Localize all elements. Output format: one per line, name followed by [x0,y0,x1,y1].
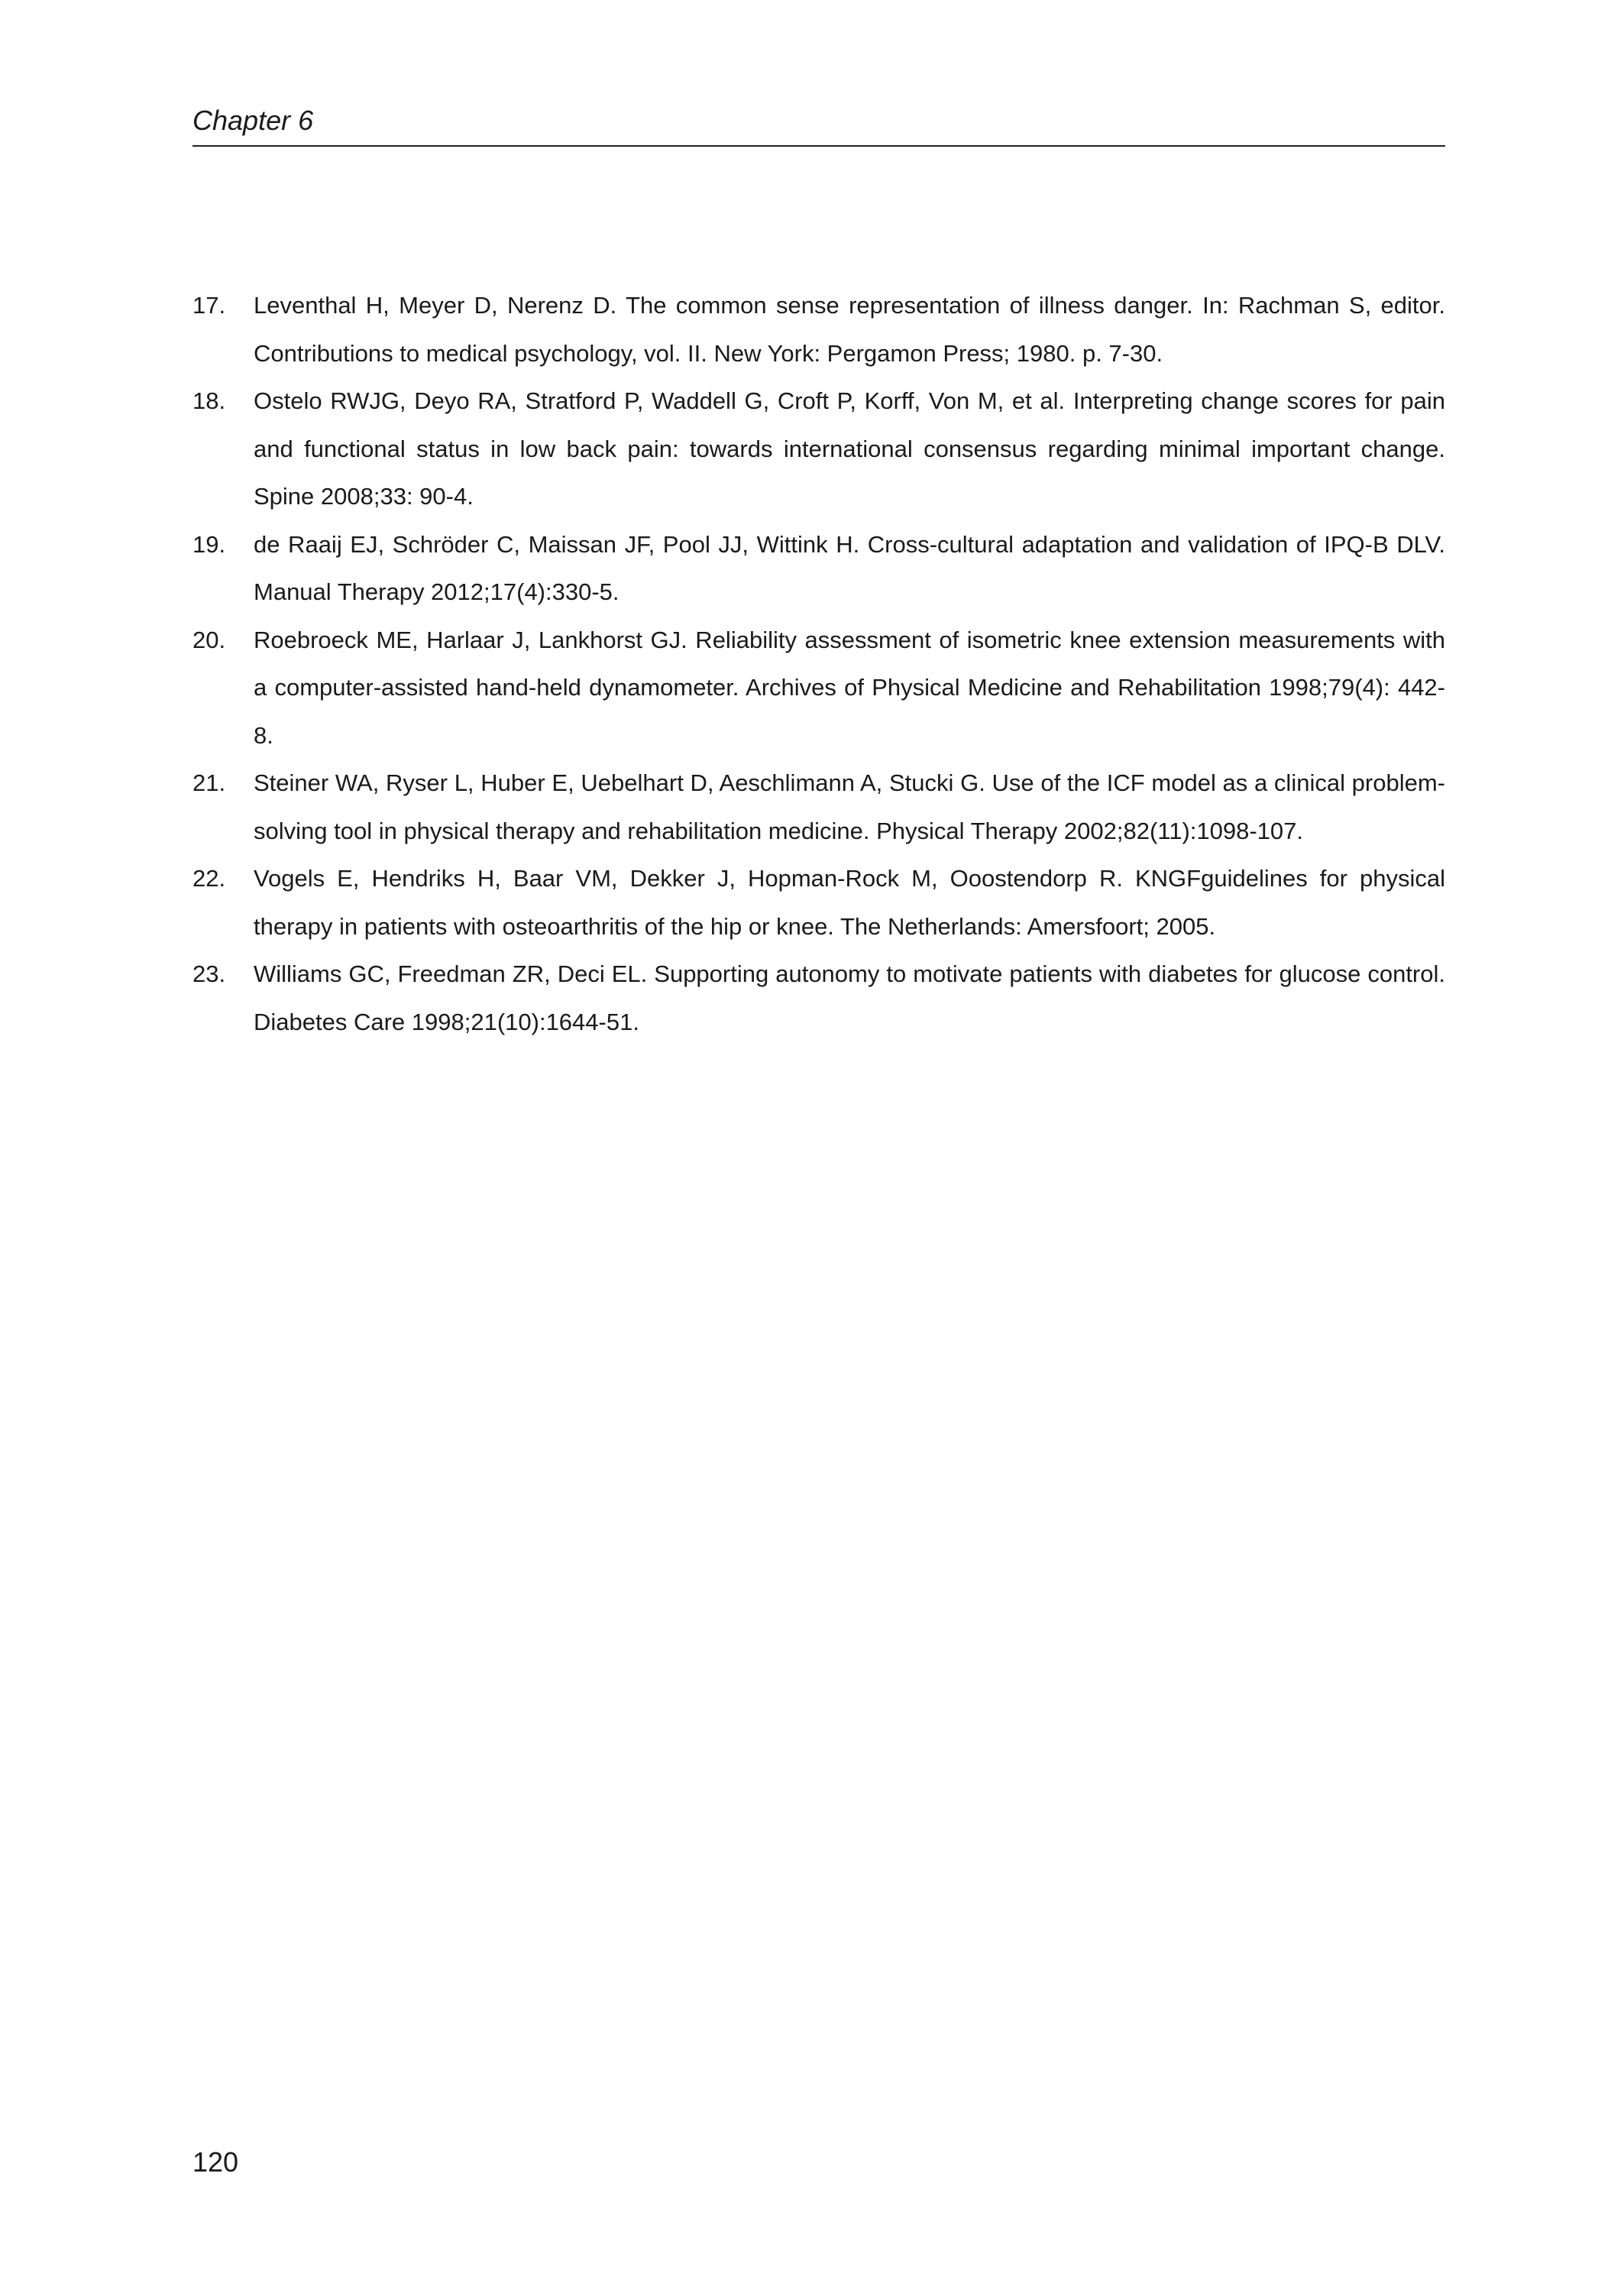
running-header [192,99,1445,147]
reference-item [192,759,1445,855]
reference-text: Steiner WA, Ryser L, Huber E, Uebelhart D, Aeschlimann A, Stucki G. Use of the ICF model as a clinical problem-solving tool in physical therapy and rehabilitation medicine. Physical Therapy 2002;82(11):1098-107. [254,769,1445,844]
reference-number: 20. [192,626,226,653]
reference-number: 18. [192,387,226,414]
reference-item [192,951,1445,1046]
reference-number: 17. [192,292,226,319]
reference-item [192,521,1445,617]
reference-text: Ostelo RWJG, Deyo RA, Stratford P, Waddell G, Croft P, Korff, Von M, et al. Interpreting change scores for pain and functional status in low back pain: towards international consensus regarding minimal important change. Spine 2008;33: 90-4. [254,387,1445,510]
chapter-title: Chapter 6 [192,105,314,136]
reference-text: Williams GC, Freedman ZR, Deci EL. Supporting autonomy to motivate patients with diabetes for glucose control. Diabetes Care 1998;21(10):1644-51. [254,960,1445,1035]
reference-list [192,282,1445,1046]
reference-text: Leventhal H, Meyer D, Nerenz D. The common sense representation of illness danger. In: Rachman S, editor. Contributions to medical psychology, vol. II. New York: Pergamon Press; 1980. p. 7-30. [254,292,1445,367]
reference-number: 23. [192,960,226,987]
page-number: 120 [192,2146,239,2178]
reference-number: 22. [192,865,226,892]
reference-item [192,617,1445,760]
reference-item [192,377,1445,521]
reference-item [192,855,1445,951]
reference-text: de Raaij EJ, Schröder C, Maissan JF, Pool JJ, Wittink H. Cross-cultural adaptation and validation of IPQ-B DLV. Manual Therapy 2012;17(4):330-5. [254,530,1445,605]
reference-text: Roebroeck ME, Harlaar J, Lankhorst GJ. Reliability assessment of isometric knee extension measurements with a computer-assisted hand-held dynamometer. Archives of Physical Medicine and Rehabilitation 1998;79(4): 442-8. [254,626,1445,749]
reference-text: Vogels E, Hendriks H, Baar VM, Dekker J, Hopman-Rock M, Ooostendorp R. KNGFguidelines for physical therapy in patients with osteoarthritis of the hip or knee. The Netherlands: Amersfoort; 2005. [254,865,1445,940]
reference-item [192,282,1445,377]
reference-number: 19. [192,530,226,558]
reference-number: 21. [192,769,226,796]
